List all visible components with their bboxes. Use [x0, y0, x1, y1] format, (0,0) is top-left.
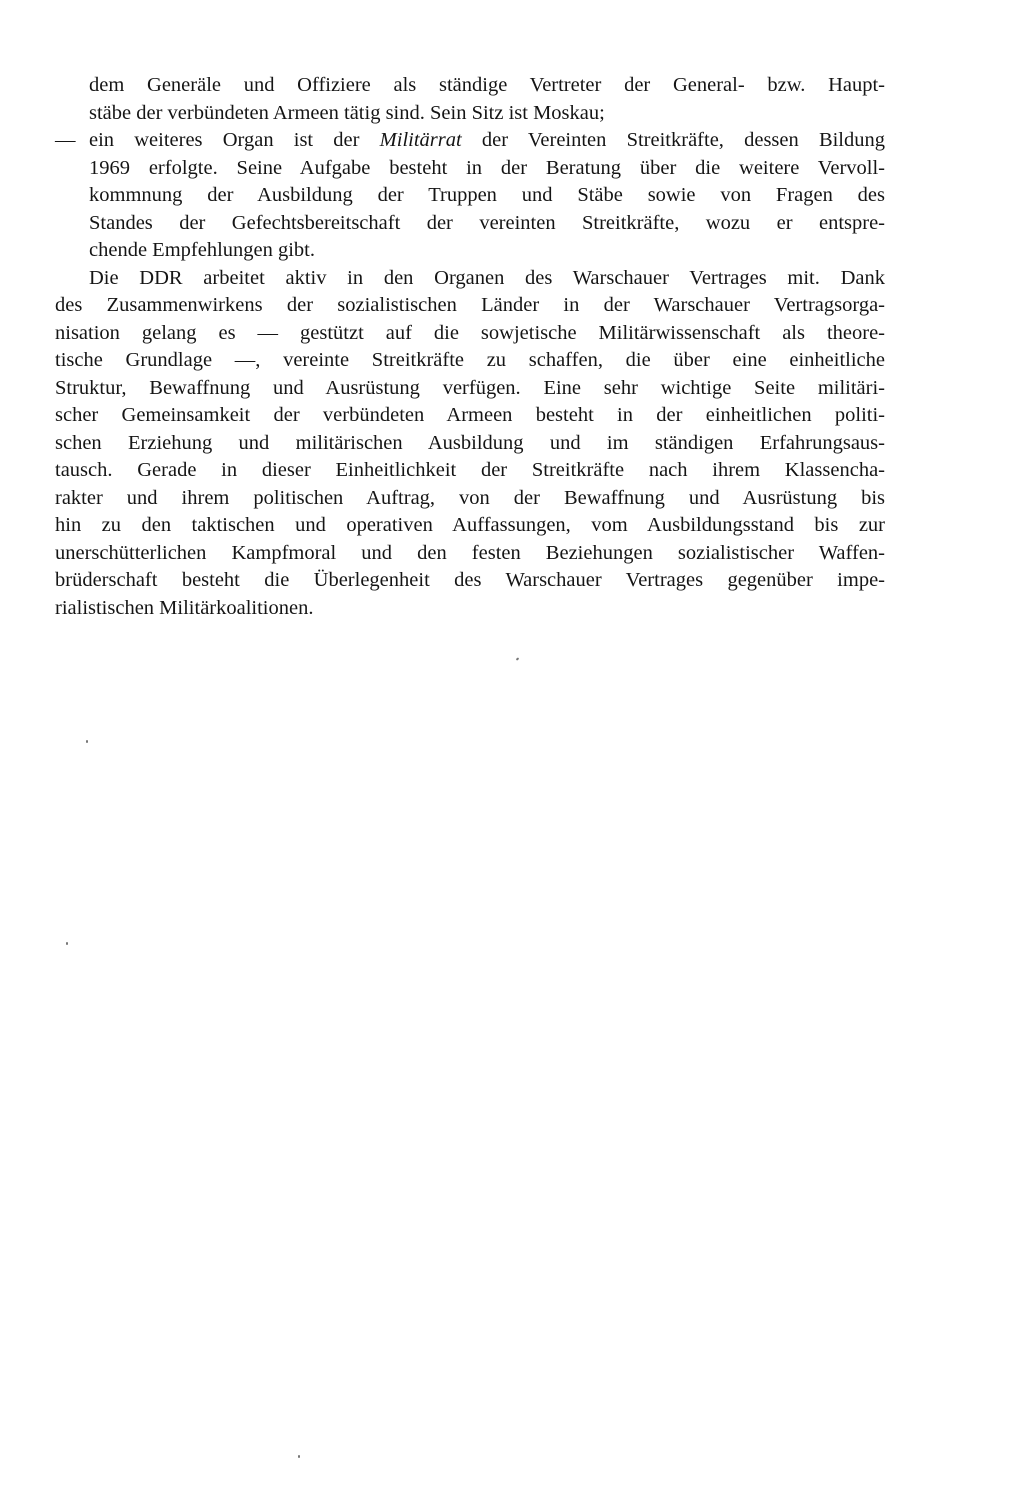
- scan-speck: [66, 942, 68, 945]
- text-line: chende Empfehlungen gibt.: [89, 239, 316, 261]
- scan-speck: [86, 740, 88, 743]
- text-line: hin zu den taktischen und operativen Auffassungen, vom Ausbildungsstand bis zur: [55, 514, 885, 536]
- text-line: tausch. Gerade in dieser Einheitlichkeit der Streitkräfte nach ihrem Klassencha-: [55, 459, 885, 481]
- text-line: brüderschaft besteht die Überlegenheit des Warschauer Vertrages gegenüber impe-: [55, 569, 885, 591]
- text-line: tische Grundlage —, vereinte Streitkräfte zu schaffen, die über eine einheitliche: [55, 349, 885, 371]
- text-line: unerschütterlichen Kampfmoral und den festen Beziehungen sozialistischer Waffen-: [55, 541, 885, 564]
- text-line: kommnung der Ausbildung der Truppen und Stäbe sowie von Fragen des: [89, 184, 885, 206]
- text-line: scher Gemeinsamkeit der verbündeten Armeen besteht in der einheitlichen politi-: [55, 404, 885, 426]
- text-line: stäbe der verbündeten Armeen tätig sind. Sein Sitz ist Moskau;: [89, 101, 605, 124]
- text-line: dem Generäle und Offiziere als ständige Vertreter der General- bzw. Haupt-: [89, 74, 885, 96]
- text-line: nisation gelang es — gestützt auf die sowjetische Militärwissenschaft als theore-: [55, 321, 885, 344]
- text-line: 1969 erfolgte. Seine Aufgabe besteht in der Beratung über die weitere Vervoll-: [89, 156, 885, 179]
- text-line: schen Erziehung und militärischen Ausbildung und im ständigen Erfahrungsaus-: [55, 431, 885, 454]
- list-item-line: [55, 127, 885, 155]
- body-text: [55, 72, 885, 622]
- text-line: rialistischen Militärkoalitionen.: [55, 596, 314, 619]
- scan-speck: [516, 657, 520, 660]
- text-span: ein weiteres Organ ist der: [89, 129, 380, 151]
- text-line: rakter und ihrem politischen Auftrag, von der Bewaffnung und Ausrüstung bis: [55, 486, 885, 509]
- italic-term: Militärrat: [379, 129, 462, 151]
- list-dash: —: [55, 129, 76, 151]
- text-line: des Zusammenwirkens der sozialistischen Länder in der Warschauer Vertragsorga-: [55, 294, 885, 316]
- text-line: Standes der Gefechtsbereitschaft der vereinten Streitkräfte, wozu er entspre-: [89, 211, 885, 234]
- text-line: Struktur, Bewaffnung und Ausrüstung verfügen. Eine sehr wichtige Seite militäri-: [55, 376, 885, 399]
- text-line: Die DDR arbeitet aktiv in den Organen des Warschauer Vertrages mit. Dank: [89, 266, 885, 289]
- text-span: der Vereinten Streitkräfte, dessen Bildung: [461, 129, 886, 151]
- scan-speck: [298, 1455, 300, 1458]
